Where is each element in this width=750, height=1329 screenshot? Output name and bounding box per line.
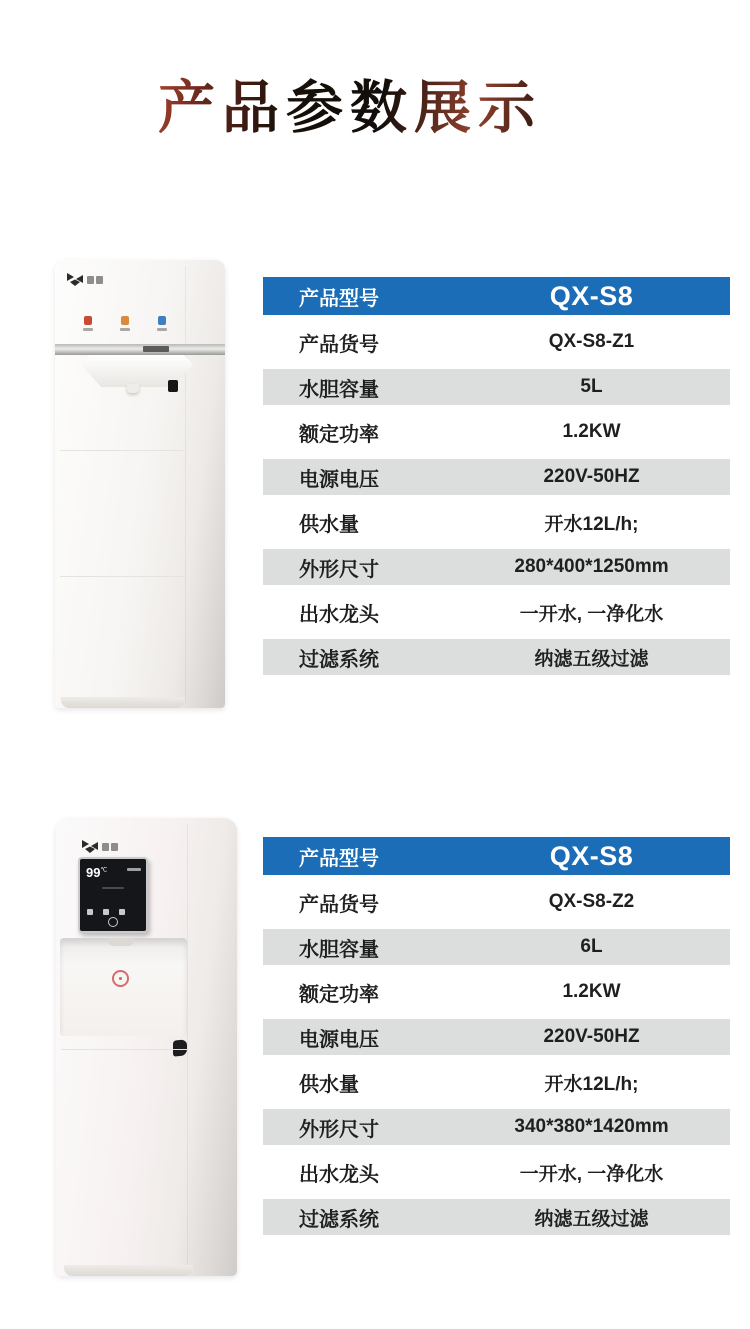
page-title: 产品参数展示 — [158, 62, 542, 144]
touch-display-panel — [78, 857, 148, 933]
spec-row-tank-capacity — [263, 929, 730, 965]
temperature-readout: 99℃ — [86, 865, 108, 880]
spec-value: 纳滤五级过滤 — [534, 1208, 649, 1230]
spec-label: 供水量 — [299, 1073, 359, 1096]
spec-label: 过滤系统 — [299, 648, 379, 671]
dispenser-base — [64, 1265, 193, 1276]
spec-label: 产品货号 — [299, 333, 379, 356]
spec-row-filter-system — [263, 639, 730, 675]
spec-row-water-supply — [263, 504, 730, 540]
spec-label: 出水龙头 — [299, 1163, 379, 1186]
spec-label: 产品货号 — [299, 893, 379, 916]
spec-label: 水胆容量 — [299, 378, 379, 401]
indicator-lights — [83, 316, 167, 331]
spec-row-faucets — [263, 594, 730, 630]
brand-logo-icon — [82, 840, 118, 853]
dispenser-base — [61, 697, 185, 708]
spec-row-model — [263, 837, 730, 875]
dispenser-body — [56, 818, 237, 1276]
spec-row-faucets — [263, 1154, 730, 1190]
spec-label: 外形尺寸 — [299, 1118, 379, 1141]
warm-indicator-icon — [120, 316, 130, 331]
brand-logo-icon — [67, 273, 103, 286]
spec-value: 一开水, 一净化水 — [519, 1163, 664, 1185]
power-touch-icon — [108, 917, 118, 927]
spec-label: 产品型号 — [299, 287, 379, 310]
spec-value: 220V-50HZ — [543, 1026, 640, 1047]
cold-indicator-icon — [157, 316, 167, 331]
spec-row-item-number — [263, 884, 730, 920]
spec-value: QX-S8 — [549, 840, 634, 871]
spec-table-z2 — [263, 837, 730, 1244]
spec-row-water-supply — [263, 1064, 730, 1100]
spec-value: 340*380*1420mm — [514, 1116, 669, 1137]
dispensing-recess — [60, 938, 187, 1036]
spec-label: 供水量 — [299, 513, 359, 536]
spec-value: QX-S8-Z2 — [548, 891, 635, 912]
spec-value: 1.2KW — [562, 421, 621, 442]
spec-label: 电源电压 — [299, 468, 379, 491]
faucet-nozzle — [127, 384, 139, 393]
spec-value: 1.2KW — [562, 981, 621, 1002]
spec-value: 5L — [580, 376, 603, 397]
spec-label: 过滤系统 — [299, 1208, 379, 1231]
chrome-strip — [55, 344, 225, 355]
spec-value: QX-S8-Z1 — [548, 331, 635, 352]
brand-seal-icon — [112, 970, 129, 987]
spec-row-voltage — [263, 459, 730, 495]
hot-indicator-icon — [83, 316, 93, 331]
spec-value: 一开水, 一净化水 — [519, 603, 664, 625]
product-section-z2 — [0, 813, 750, 1285]
spec-value: 开水12L/h; — [544, 513, 639, 535]
brand-x-mark-icon — [82, 840, 98, 853]
spec-label: 外形尺寸 — [299, 558, 379, 581]
spec-value: 280*400*1250mm — [514, 556, 669, 577]
touch-key-icons — [87, 909, 125, 915]
spec-row-filter-system — [263, 1199, 730, 1235]
product-photo-qx-s8-z1 — [55, 260, 225, 708]
dispenser-body — [55, 260, 225, 708]
spec-row-dimensions — [263, 1109, 730, 1145]
spec-label: 出水龙头 — [299, 603, 379, 626]
spec-row-tank-capacity — [263, 369, 730, 405]
display-status-segment — [127, 868, 141, 871]
faucet-nozzle — [108, 938, 134, 946]
spec-label: 额定功率 — [299, 423, 379, 446]
spec-value: 6L — [580, 936, 603, 957]
spec-row-dimensions — [263, 549, 730, 585]
spec-value: 220V-50HZ — [543, 466, 640, 487]
brand-name-glyphs — [87, 276, 103, 284]
spec-label: 电源电压 — [299, 1028, 379, 1051]
spec-row-item-number — [263, 324, 730, 360]
side-handle — [173, 1039, 187, 1056]
product-photo-qx-s8-z2 — [56, 818, 237, 1276]
brand-x-mark-icon — [67, 273, 83, 286]
spec-label: 额定功率 — [299, 983, 379, 1006]
spec-row-model — [263, 277, 730, 315]
spec-row-rated-power — [263, 414, 730, 450]
spec-table-z1 — [263, 277, 730, 684]
spec-label: 水胆容量 — [299, 938, 379, 961]
spec-label: 产品型号 — [299, 847, 379, 870]
spec-value: 开水12L/h; — [544, 1073, 639, 1095]
brand-name-glyphs — [102, 843, 118, 851]
spec-value: QX-S8 — [549, 280, 634, 311]
spec-row-voltage — [263, 1019, 730, 1055]
side-switch — [168, 380, 178, 392]
spec-row-rated-power — [263, 974, 730, 1010]
product-section-z1 — [0, 255, 750, 715]
spec-value: 纳滤五级过滤 — [534, 648, 649, 670]
